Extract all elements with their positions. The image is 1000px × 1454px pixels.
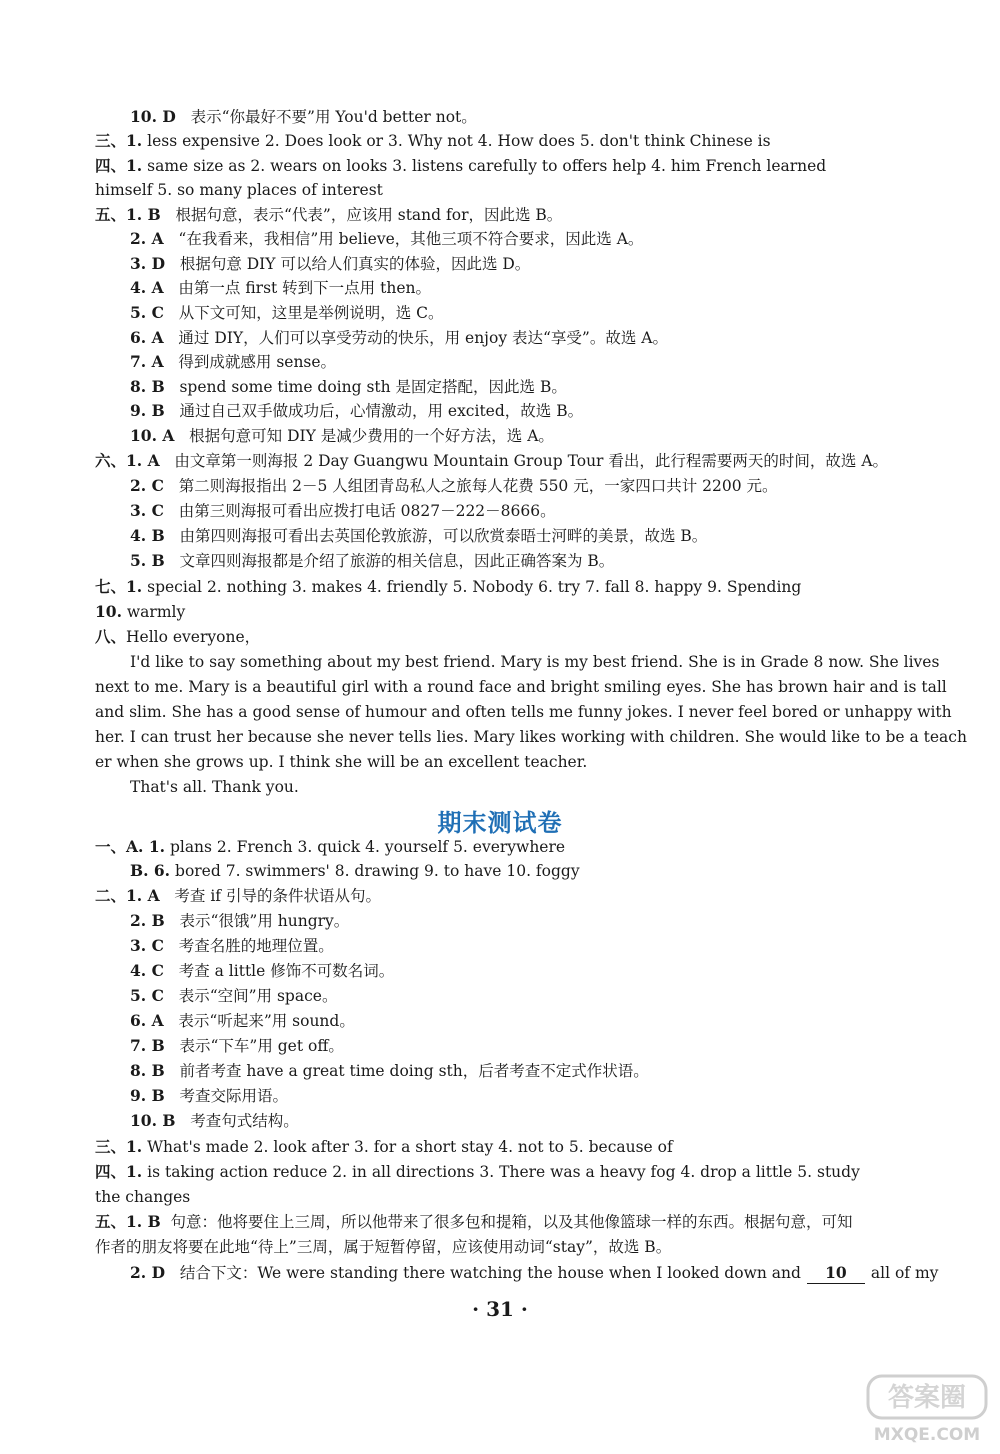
answer-line: B. 6. bored 7. swimmers' 8. drawing 9. to have 10. foggy: [130, 861, 580, 880]
answer-line: 2. B 表示“很饿”用 hungry。: [130, 911, 350, 930]
answer-line: 4. B 由第四则海报可看出去英国伦敦旅游，可以欣赏泰晤士河畔的美景，故选 B。: [130, 526, 708, 545]
answer-line: 二、1. A 考查 if 引导的条件状语从句。: [95, 886, 381, 905]
answer-line: 9. B 考查交际用语。: [130, 1086, 288, 1105]
answer-line: 10. A 根据句意可知 DIY 是减少费用的一个好方法，选 A。: [130, 426, 554, 445]
essay-line: That's all. Thank you.: [130, 778, 299, 796]
answer-line: 8. B 前者考查 have a great time doing sth，后者考查不定式作状语。: [130, 1061, 649, 1080]
answer-line: 2. D 结合下文：We were standing there watching the house when I looked down and 10 all of my: [130, 1263, 939, 1282]
essay-line: next to me. Mary is a beautiful girl with a round face and bright smiling eyes. She has brown hair and is tall: [95, 678, 947, 696]
answer-line: 一、A. 1. plans 2. French 3. quick 4. yourself 5. everywhere: [95, 837, 566, 856]
answer-line: 3. D 根据句意 DIY 可以给人们真实的体验，因此选 D。: [130, 254, 531, 273]
essay-line: er when she grows up. I think she will be an excellent teacher.: [95, 753, 588, 771]
answer-line: the changes: [95, 1188, 191, 1206]
answer-line: 三、1. What's made 2. look after 3. for a short stay 4. not to 5. because of: [95, 1137, 673, 1156]
answer-line: 5. B 文章四则海报都是介绍了旅游的相关信息，因此正确答案为 B。: [130, 551, 615, 570]
page-number: · 31 ·: [472, 1297, 528, 1321]
answer-line: 2. C 第二则海报指出 2－5 人组团青岛私人之旅每人花费 550 元，一家四口共计 2200 元。: [130, 476, 778, 495]
section-title: 期末测试卷: [437, 809, 563, 837]
answer-line: 3. C 考查名胜的地理位置。: [130, 936, 334, 955]
answer-line: 4. A 由第一点 first 转到下一点用 then。: [130, 278, 431, 297]
answer-line: 10. D 表示“你最好不要”用 You'd better not。: [130, 107, 477, 126]
answer-line: himself 5. so many places of interest: [95, 181, 383, 199]
answer-line: 四、1. is taking action reduce 2. in all directions 3. There was a heavy fog 4. drop a little 5. study: [95, 1162, 860, 1181]
essay-line: her. I can trust her because she never tells lies. Mary likes working with children. She would like to be a teach: [95, 728, 967, 746]
answer-line: 6. A 通过 DIY，人们可以享受劳动的快乐，用 enjoy 表达“享受”。故选 A。: [130, 328, 668, 347]
answer-line: 八、Hello everyone，: [95, 627, 261, 646]
answer-line: 7. B 表示“下车”用 get off。: [130, 1036, 344, 1055]
answer-line: 七、1. special 2. nothing 3. makes 4. friendly 5. Nobody 6. try 7. fall 8. happy 9. Spending: [95, 577, 802, 596]
watermark-top-text: 答案圈: [887, 1383, 967, 1413]
answer-line: 3. C 由第三则海报可看出应拨打电话 0827－222－8666。: [130, 501, 556, 520]
essay-line: I'd like to say something about my best friend. Mary is my best friend. She is in Grade 8 now. She lives: [130, 653, 940, 671]
answer-line: 五、1. B 句意：他将要住上三周，所以他带来了很多包和提箱，以及其他像篮球一样的东西。根据句意，可知: [95, 1212, 853, 1231]
answer-line: 10. B 考查句式结构。: [130, 1111, 299, 1130]
answer-line: 10. warmly: [95, 602, 186, 621]
answer-line: 三、1. less expensive 2. Does look or 3. Why not 4. How does 5. don't think Chinese is: [95, 131, 771, 150]
watermark-bottom-text: MXQE.COM: [873, 1425, 981, 1445]
answer-line: 五、1. B 根据句意，表示“代表”，应该用 stand for，因此选 B。: [95, 205, 563, 224]
answer-line: 5. C 表示“空间”用 space。: [130, 986, 338, 1005]
answer-line: 作者的朋友将要在此地“待上”三周，属于短暂停留，应该使用动词“stay”，故选 B。: [95, 1238, 672, 1256]
answer-blank: 10: [807, 1263, 865, 1284]
answer-line: 六、1. A 由文章第一则海报 2 Day Guangwu Mountain Group Tour 看出，此行程需要两天的时间，故选 A。: [95, 451, 889, 470]
answer-line: 6. A 表示“听起来”用 sound。: [130, 1011, 355, 1030]
answer-line: 四、1. same size as 2. wears on looks 3. listens carefully to offers help 4. him French learned: [95, 156, 827, 175]
answer-line: 4. C 考查 a little 修饰不可数名词。: [130, 961, 395, 980]
essay-line: and slim. She has a good sense of humour and often tells me funny jokes. I never feel bored or unhappy with: [95, 703, 952, 721]
watermark-logo: [862, 1372, 992, 1446]
answer-line: 2. A “在我看来，我相信”用 believe，其他三项不符合要求，因此选 A。: [130, 229, 644, 248]
answer-line: 9. B 通过自己双手做成功后，心情激动，用 excited，故选 B。: [130, 401, 584, 420]
answer-line: 8. B spend some time doing sth 是固定搭配，因此选 B。: [130, 377, 567, 396]
answer-line: 7. A 得到成就感用 sense。: [130, 352, 337, 371]
answer-line: 5. C 从下文可知，这里是举例说明，选 C。: [130, 303, 444, 322]
